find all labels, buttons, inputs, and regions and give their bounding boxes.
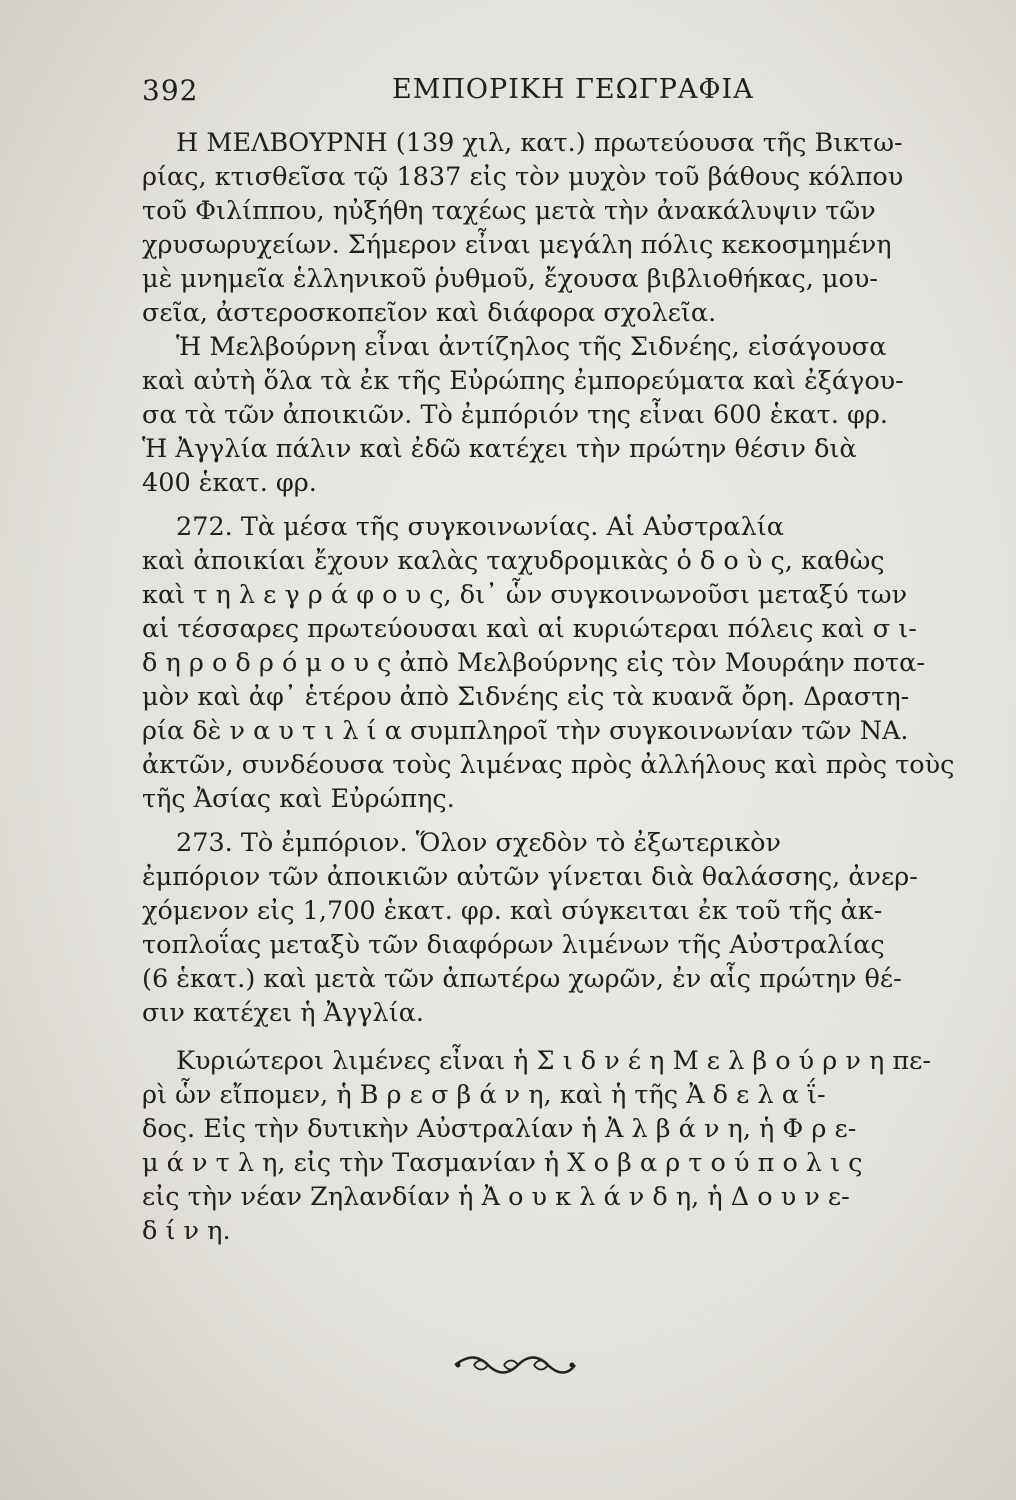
text-line: ἐμπόριον τῶν ἀποικιῶν αὐτῶν γίνεται διὰ θαλάσσης, ἀνερ- <box>142 862 918 892</box>
text-line: ρίας, κτισθεῖσα τῷ 1837 εἰς τὸν μυχὸν τοῦ βάθους κόλπου <box>142 162 904 192</box>
ornament-icon <box>450 1345 580 1381</box>
running-title: ΕΜΠΟΡΙΚΗ ΓΕΩΓΡΑΦΙΑ <box>392 74 754 105</box>
text-line: 400 ἑκατ. φρ. <box>142 468 317 498</box>
text-line: αἱ τέσσαρες πρωτεύουσαι καὶ αἱ κυριώτεραι πόλεις καὶ σ ι- <box>142 614 917 644</box>
text-line: δ η ρ ο δ ρ ό μ ο υ ς ἀπὸ Μελβούρνης εἰς τὸν Μουράην ποτα- <box>142 648 925 678</box>
text-line: σα τὰ τῶν ἀποικιῶν. Τὸ ἐμπόριόν της εἶναι 600 ἑκατ. φρ. <box>142 400 888 430</box>
text-line: εἰς τὴν νέαν Ζηλανδίαν ἡ Ἀ ο υ κ λ ά ν δ η, ἡ Δ ο υ ν ε- <box>142 1182 850 1212</box>
text-line: ἀκτῶν, συνδέουσα τοὺς λιμένας πρὸς ἀλλήλους καὶ πρὸς τοὺς <box>142 750 955 780</box>
text-line: καὶ τ η λ ε γ ρ ά φ ο υ ς, δι᾽ ὧν συγκοινωνοῦσι μεταξύ των <box>142 580 908 610</box>
text-line: ρία δὲ ν α υ τ ι λ ί α συμπληροῖ τὴν συγκοινωνίαν τῶν ΝΑ. <box>142 716 909 746</box>
text-line: Ἡ Μελβούρνη εἶναι ἀντίζηλος τῆς Σιδνέης, εἰσάγουσα <box>176 332 887 362</box>
text-line: τοῦ Φιλίππου, ηὐξήθη ταχέως μετὰ τὴν ἀνακάλυψιν τῶν <box>142 196 876 226</box>
text-line: μ ά ν τ λ η, εἰς τὴν Τασμανίαν ἡ Χ ο β α ρ τ ο ύ π ο λ ι ς <box>142 1148 863 1178</box>
text-line: χόμενον εἰς 1,700 ἑκατ. φρ. καὶ σύγκειται ἐκ τοῦ τῆς ἀκ- <box>142 896 883 926</box>
decorative-ornament <box>450 1345 580 1381</box>
text-line: (6 ἑκατ.) καὶ μετὰ τῶν ἀπωτέρω χωρῶν, ἐν αἷς πρώτην θέ- <box>142 964 902 994</box>
text-line: σεῖα, ἀστεροσκοπεῖον καὶ διάφορα σχολεῖα. <box>142 298 717 328</box>
text-line: μὸν καὶ ἀφ᾽ ἑτέρου ἀπὸ Σιδνέης εἰς τὰ κυανᾶ ὄρη. Δραστη- <box>142 682 910 712</box>
text-line: τῆς Ἀσίας καὶ Εὐρώπης. <box>142 784 455 814</box>
text-line: Κυριώτεροι λιμένες εἶναι ἡ Σ ι δ ν έ η Μ ε λ β ο ύ ρ ν η πε- <box>176 1046 931 1076</box>
text-line: μὲ μνημεῖα ἑλληνικοῦ ῥυθμοῦ, ἔχουσα βιβλιοθήκας, μου- <box>142 264 879 294</box>
text-line: καὶ ἀποικίαι ἔχουν καλὰς ταχυδρομικὰς ὁ δ ο ὺ ς, καθὼς <box>142 546 885 576</box>
text-line: Ἡ Ἀγγλία πάλιν καὶ ἐδῶ κατέχει τὴν πρώτην θέσιν διὰ <box>142 434 857 464</box>
text-line: σιν κατέχει ἡ Ἀγγλία. <box>142 998 425 1028</box>
section-heading-line: 272. Τὰ μέσα τῆς συγκοινωνίας. Αἱ Αὐστραλία <box>176 512 784 542</box>
text-line: δ ί ν η. <box>142 1216 231 1246</box>
text-line: δος. Εἰς τὴν δυτικὴν Αὐστραλίαν ἡ Ἀ λ β ά ν η, ἡ Φ ρ ε- <box>142 1114 857 1144</box>
section-heading-line: 273. Τὸ ἐμπόριον. Ὅλον σχεδὸν τὸ ἐξωτερικὸν <box>176 828 782 858</box>
page-header <box>142 74 932 114</box>
text-line: τοπλοΐας μεταξὺ τῶν διαφόρων λιμένων τῆς Αὐστραλίας <box>142 930 885 960</box>
page-number: 392 <box>142 74 199 107</box>
text-line: ρὶ ὧν εἴπομεν, ἡ Β ρ ε σ β ά ν η, καὶ ἡ τῆς Ἀ δ ε λ α ΐ- <box>142 1080 826 1110</box>
text-line: καὶ αὐτὴ ὅλα τὰ ἐκ τῆς Εὐρώπης ἐμπορεύματα καὶ ἐξάγου- <box>142 366 904 396</box>
text-line: χρυσωρυχείων. Σήμερον εἶναι μεγάλη πόλις κεκοσμημένη <box>142 230 892 260</box>
text-line: Η ΜΕΛΒΟΥΡΝΗ (139 χιλ, κατ.) πρωτεύουσα τῆς Βικτω- <box>176 128 903 158</box>
